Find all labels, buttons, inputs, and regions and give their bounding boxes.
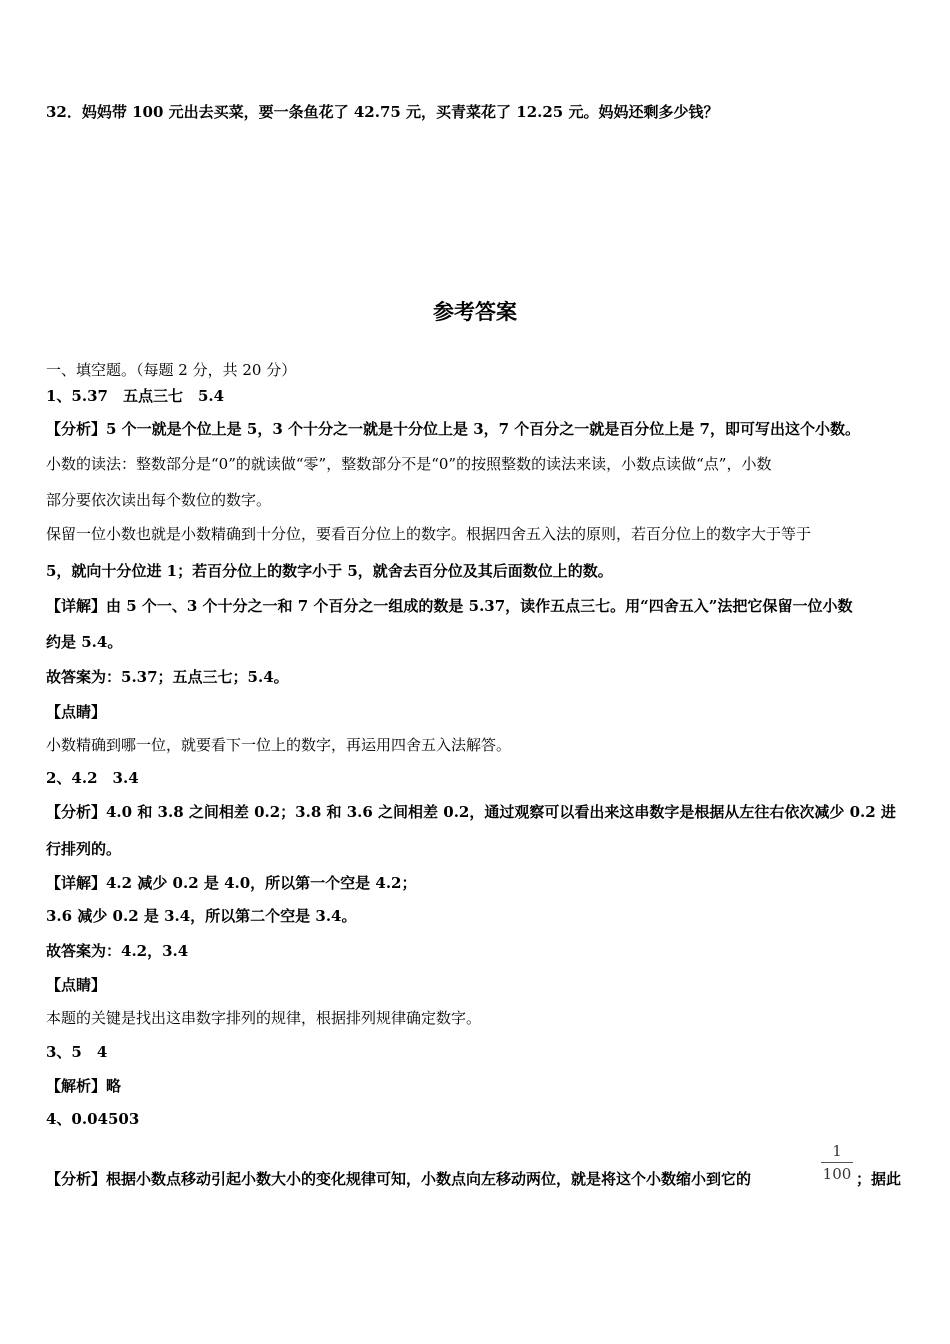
answer-line: 【点睛】 [46, 976, 107, 994]
answer-line: 部分要依次读出每个数位的数字。 [46, 491, 272, 509]
answer-line: 故答案为：5.37；五点三七；5.4。 [46, 668, 289, 686]
fraction-numerator: 1 [832, 1142, 842, 1160]
answer-line: 保留一位小数也就是小数精确到十分位，要看百分位上的数字。根据四舍五入法的原则，若百分位上的数字大于等于 [46, 525, 812, 543]
answer-line: 3、5 4 [46, 1043, 108, 1061]
question-32: 32．妈妈带 100 元出去买菜，要一条鱼花了 42.75 元，买青菜花了 12.25 元。妈妈还剩多少钱？ [46, 103, 719, 121]
answer-line: 约是 5.4。 [46, 633, 123, 651]
answer-line: 【详解】由 5 个一、3 个十分之一和 7 个百分之一组成的数是 5.37，读作五点三七。用“四舍五入”法把它保留一位小数 [46, 597, 853, 615]
fraction-denominator: 100 [822, 1165, 852, 1183]
answer-line: 故答案为：4.2，3.4 [46, 942, 189, 960]
answer-line: 3.6 减少 0.2 是 3.4，所以第二个空是 3.4。 [46, 907, 357, 925]
answer-line: 行排列的。 [46, 840, 122, 858]
answer-line: 2、4.2 3.4 [46, 769, 139, 787]
answer-line: 【点睛】 [46, 703, 107, 721]
after-fraction-text: ；据此 [856, 1170, 902, 1188]
answer-line: 【分析】4.0 和 3.8 之间相差 0.2；3.8 和 3.6 之间相差 0.2，通过观察可以看出来这串数字是根据从左往右依次减少 0.2 进 [46, 803, 896, 821]
answer-line: 小数精确到哪一位，就要看下一位上的数字，再运用四舍五入法解答。 [46, 736, 512, 754]
answer-line: 【分析】根据小数点移动引起小数大小的变化规律可知，小数点向左移动两位，就是将这个小数缩小到它的 [46, 1170, 752, 1188]
answer-line: 【分析】5 个一就是个位上是 5，3 个十分之一就是十分位上是 3，7 个百分之一就是百分位上是 7，即可写出这个小数。 [46, 420, 860, 438]
answer-line: 【解析】略 [46, 1077, 122, 1095]
answer-line: 小数的读法：整数部分是“0”的就读做“零”，整数部分不是“0”的按照整数的读法来读，小数点读做“点”，小数 [46, 455, 772, 473]
answers-title: 参考答案 [433, 300, 517, 324]
fraction-bar [821, 1162, 853, 1163]
answer-line: 本题的关键是找出这串数字排列的规律，根据排列规律确定数字。 [46, 1009, 482, 1027]
answer-line: 1、5.37 五点三七 5.4 [46, 387, 225, 405]
fraction-one-hundredth [821, 1142, 853, 1183]
answer-line: 4、0.04503 [46, 1110, 140, 1128]
section-heading: 一、填空题。（每题 2 分，共 20 分） [46, 361, 297, 379]
answer-line: 【详解】4.2 减少 0.2 是 4.0，所以第一个空是 4.2； [46, 874, 417, 892]
answer-line: 5，就向十分位进 1；若百分位上的数字小于 5，就舍去百分位及其后面数位上的数。 [46, 562, 613, 580]
